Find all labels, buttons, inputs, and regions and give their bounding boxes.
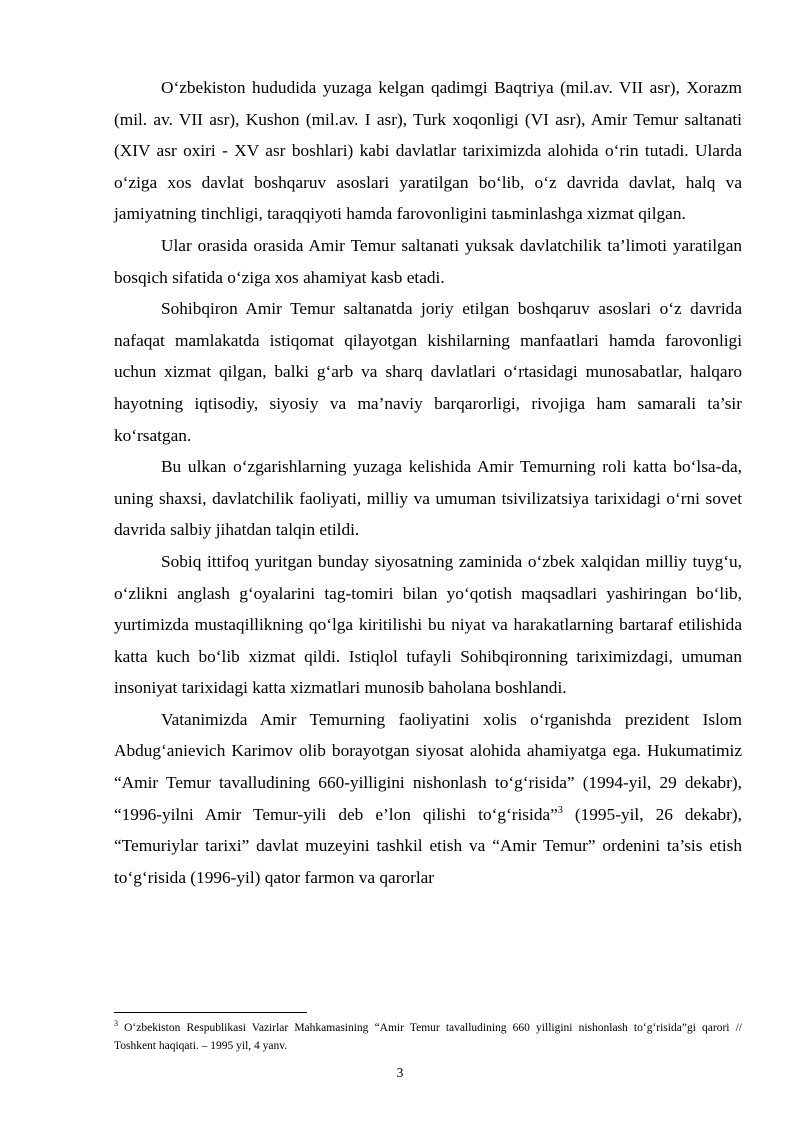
footnote-text: O‘zbekiston Respublikasi Vazirlar Mahkamasining “Amir Temur tavalludining 660 yilligini nishonlash to‘g‘risida”gi qarori // Toshkent haqiqati. – 1995 yil, 4 yanv.: [114, 1022, 742, 1052]
paragraph-text: (1995-yil, 26 dekabr), “Temuriylar tarixi” davlat muzeyini tashkil etish va “Amir Temur” ordenini ta’sis etish to‘g‘risida (1996-yil) qator farmon va qarorlar: [114, 804, 742, 887]
body-text: [114, 72, 742, 893]
paragraph: Bu ulkan o‘zgarishlarning yuzaga kelishida Amir Temurning roli katta bo‘lsa-da, uning shaxsi, davlatchilik faoliyati, milliy va umuman tsivilizatsiya tarixidagi o‘rni sovet davrida salbiy jihatdan talqin etildi.: [114, 457, 742, 540]
footnote-mark: 3: [114, 1019, 118, 1029]
paragraph: Sohibqiron Amir Temur saltanatda joriy etilgan boshqaruv asoslari o‘z davrida nafaqat mamlakatda istiqomat qilayotgan kishilarning manfaatlari hamda farovonligi uchun xizmat qilgan, balki g‘arb va sharq davlatlari o‘rtasidagi munosabatlar, halqaro hayotning iqtisodiy, siyosiy va ma’naviy barqarorligi, rivojiga ham samarali ta’sir ko‘rsatgan.: [114, 299, 742, 445]
paragraph-with-footnote-ref: [114, 704, 742, 894]
page-number: 3: [396, 1065, 404, 1080]
footnote: [114, 1020, 742, 1055]
footnote-separator: [114, 1012, 307, 1013]
paragraph: O‘zbekiston hududida yuzaga kelgan qadimgi Baqtriya (mil.av. VII asr), Xorazm (mil. av. VII asr), Kushon (mil.av. I asr), Turk xoqonligi (VI asr), Amir Temur saltanati (XIV asr oxiri - XV asr boshlari) kabi davlatlar tariximizda alohida o‘rin tutadi. Ularda o‘ziga xos davlat boshqaruv asoslari yaratilgan bo‘lib, o‘z davrida davlat, halq va jamiyatning tinchligi, taraqqiyoti hamda farovonligini taьminlashga xizmat qilgan.: [114, 78, 742, 224]
footnote-reference[interactable]: 3: [557, 804, 563, 816]
paragraph: Ular orasida orasida Amir Temur saltanati yuksak davlatchilik ta’limoti yaratilgan bosqich sifatida o‘ziga xos ahamiyat kasb etadi.: [114, 235, 742, 287]
paragraph: Sobiq ittifoq yuritgan bunday siyosatning zaminida o‘zbek xalqidan milliy tuyg‘u, o‘zlikni anglash g‘oyalarini tag-tomiri bilan yo‘qotish maqsadlari yashiringan bo‘lib, yurtimizda mustaqillikning qo‘lga kiritilishi bu niyat va harakatlarning bartaraf etilishida katta kuch bo‘lib xizmat qildi. Istiqlol tufayli Sohibqironning tariximizdagi, umuman insoniyat tarixidagi katta xizmatlari munosib baholana boshlandi.: [114, 551, 742, 698]
paragraph-text: Vatanimizda Amir Temurning faoliyatini xolis o‘rganishda prezident Islom Abdug‘anievich Karimov olib borayotgan siyosat alohida ahamiyatga ega. Hukumatimiz “Amir Temur tavalludining 660-yilligini nishonlash to‘g‘risida” (1994-yil, 29 dekabr), “1996-yilni Amir Temur-yili deb e’lon qilishi to‘g‘risida”: [114, 709, 742, 824]
